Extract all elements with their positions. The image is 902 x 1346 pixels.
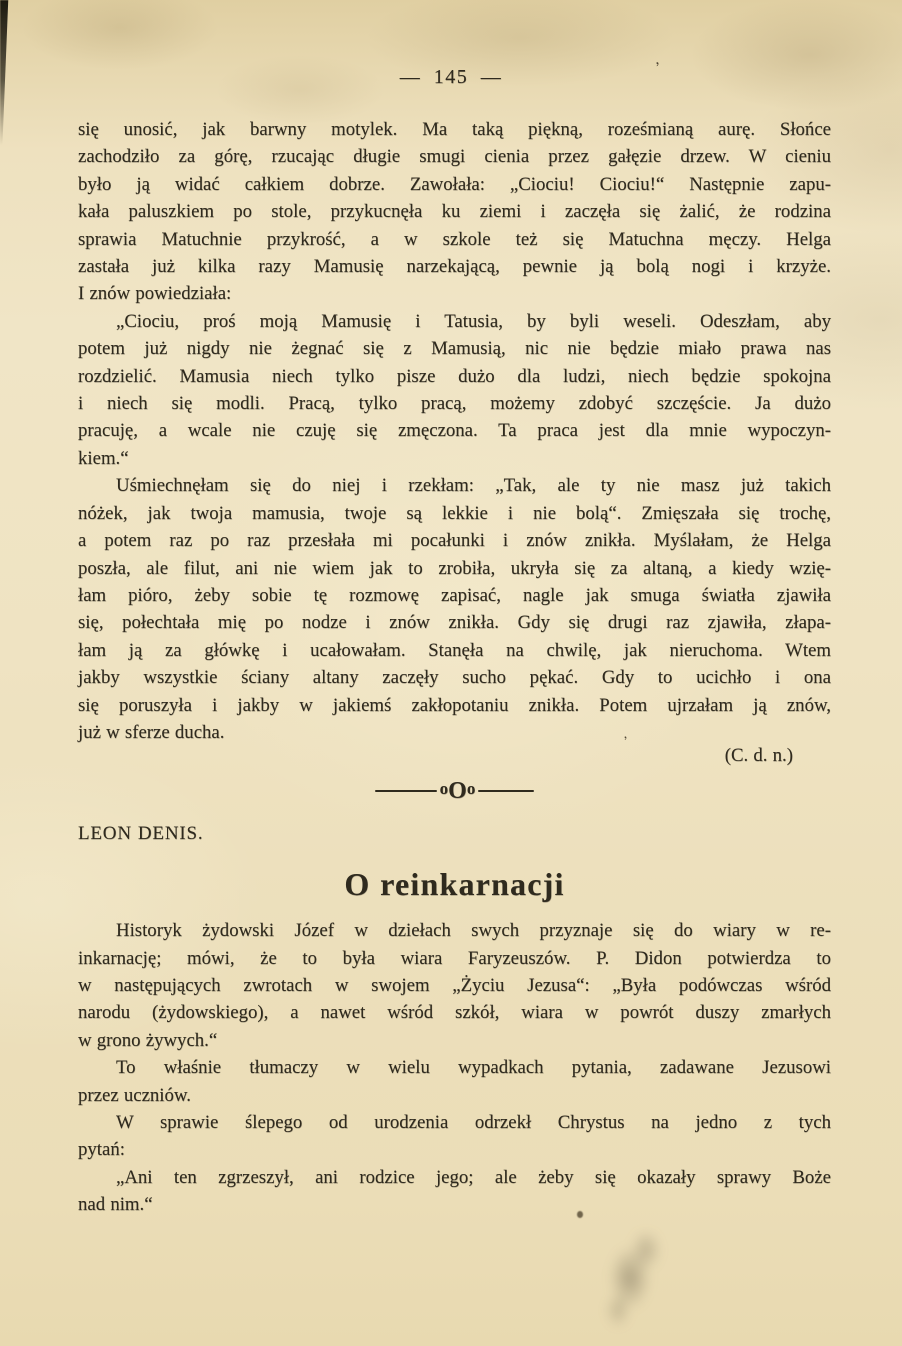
text-line: pracuję, a wcale nie czuję się zmęczona. Ta praca jest dla mnie wypoczyn- (78, 420, 831, 442)
text-line: To właśnie tłumaczy w wielu wypadkach pytania, zadawane Jezusowi (116, 1057, 831, 1079)
section-divider (78, 778, 831, 804)
text-line: „Ani ten zgrzeszył, ani rodzice jego; ale żeby się okazały sprawy Boże (116, 1166, 831, 1188)
divider-ornament (440, 779, 476, 803)
text-line: było ją widać całkiem dobrze. Zawołała: „Ciociu! Ciociu!“ Następnie zapu- (78, 173, 831, 195)
text-line: jakby wszystkie ściany altany zaczęły sucho pękać. Gdy to ucichło i ona (78, 667, 831, 689)
text-line: już w sferze ducha. (78, 721, 225, 743)
story-paragraph (78, 308, 831, 472)
article-paragraph (78, 917, 831, 1054)
text-line: zachodziło za górę, rzucając długie smugi cienia przez gałęzie drzew. W cieniu (78, 146, 831, 168)
text-line: nóżek, jak twoja mamusia, twoje są lekkie i nie bolą“. Zmięszała się trochę, (78, 502, 831, 524)
text-line: w grono żywych.“ (78, 1029, 218, 1051)
text-line: pytań: (78, 1139, 125, 1161)
text-column (78, 116, 831, 1219)
divider-rule-right (478, 790, 534, 792)
ornament-O: O (448, 777, 467, 804)
text-line: „Ciociu, proś moją Mamusię i Tatusia, by byli weseli. Odeszłam, aby (116, 310, 831, 332)
scan-smudge-artifact (572, 1232, 692, 1332)
text-line: w następujących zwrotach w swojem „Życiu Jezusa“: „Była podówczas wśród (78, 974, 831, 996)
scan-artifact-tick: ’ (622, 732, 630, 749)
text-line: Uśmiechnęłam się do niej i rzekłam: „Tak, ale ty nie masz już takich (116, 475, 831, 497)
article-author: LEON DENIS. (78, 822, 204, 844)
text-line: kiem.“ (78, 447, 129, 469)
text-line: a potem raz po raz przesłała mi pocałunki i znów znikła. Myślałam, że Helga (78, 530, 831, 552)
text-line: nad nim.“ (78, 1194, 153, 1216)
story-paragraph (78, 116, 831, 308)
text-line: się unosić, jak barwny motylek. Ma taką piękną, roześmianą aurę. Słońce (78, 119, 831, 140)
continuation-note: (C. d. n.) (724, 745, 793, 767)
page-number: — 145 — (399, 66, 503, 88)
text-line: kała paluszkiem po stole, przykucnęła ku ziemi i zaczęła się żalić, że rodzina (78, 201, 831, 223)
text-line: łam ją za główkę i ucałowałam. Stanęła na chwilę, jak nieruchoma. Wtem (78, 639, 831, 661)
text-line: Historyk żydowski Józef w dziełach swych przyznaje się do wiary w re- (116, 920, 831, 942)
text-line: inkarnację; mówi, że to była wiara Faryzeuszów. P. Didon potwierdza to (78, 947, 831, 969)
text-line: poszła, ale filut, ani nie wiem jak to zrobiła, ukryła się za altaną, a kiedy wzię- (78, 557, 831, 579)
text-line: przez uczniów. (78, 1084, 191, 1106)
ornament-o: o (439, 778, 449, 798)
article-paragraph (78, 1109, 831, 1164)
text-line: się poruszyła i jakby w jakiemś zakłopotaniu znikła. Potem ujrzałam ją znów, (78, 694, 831, 716)
text-line: i niech się modli. Pracą, tylko pracą, możemy zdobyć szczęście. Ja dużo (78, 393, 831, 415)
text-line: W sprawie ślepego od urodzenia odrzekł Chrystus na jedno z tych (116, 1112, 831, 1133)
text-line: sprawia Matuchnie przykrość, a w szkole też się Matuchna męczy. Helga (78, 228, 831, 250)
text-line: narodu (żydowskiego), a nawet wśród szkół, wiara w powrót duszy zmarłych (78, 1002, 831, 1024)
divider-rule-left (375, 790, 437, 792)
text-line: się, połechtała mię po nodze i znów znikła. Gdy się drugi raz zjawiła, złapa- (78, 612, 831, 634)
text-line: rozdzielić. Mamusia niech tylko pisze dużo dla ludzi, niech będzie spokojna (78, 365, 831, 387)
story-paragraph (78, 472, 831, 746)
ornament-o: o (466, 778, 476, 798)
text-line: potem już nigdy nie żegnać się z Mamusią, nic nie będzie miało prawa nas (78, 338, 831, 360)
ink-dot-artifact (577, 1211, 583, 1218)
text-line: łam pióro, żeby sobie tę rozmowę zapisać, nagle jak smuga światła zjawiła (78, 584, 831, 606)
article-paragraph (78, 1164, 831, 1219)
text-line: I znów powiedziała: (78, 283, 232, 305)
text-line: zastała już kilka razy Mamusię narzekającą, pewnie ją bolą nogi i krzyże. (78, 256, 831, 278)
scan-artifact-tick: ’ (654, 59, 663, 77)
article-title: O reinkarnacji (344, 866, 565, 903)
article-paragraph (78, 1054, 831, 1109)
